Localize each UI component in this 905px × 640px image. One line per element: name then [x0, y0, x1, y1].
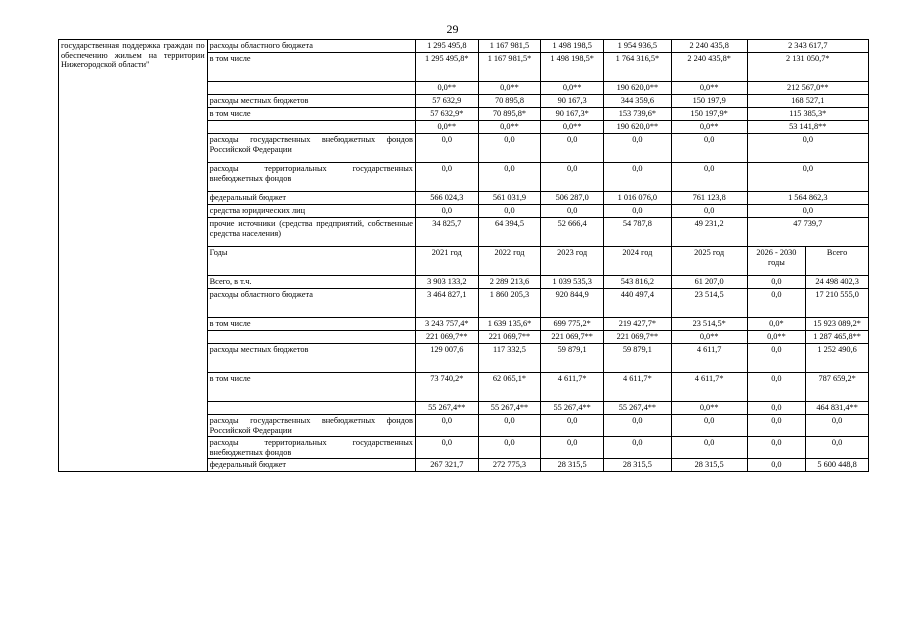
value-cell: 190 620,0** — [604, 121, 672, 134]
value-cell: 49 231,2 — [671, 218, 747, 247]
value-cell: 761 123,8 — [671, 192, 747, 205]
value-cell: 59 879,1 — [541, 344, 604, 373]
value-cell: 117 332,5 — [478, 344, 541, 373]
value-cell: 190 620,0** — [604, 82, 672, 95]
value-cell: 0,0 — [747, 134, 868, 163]
value-cell: 0,0** — [671, 331, 747, 344]
value-cell: 1 764 316,5* — [604, 53, 672, 82]
value-cell: 344 359,6 — [604, 95, 672, 108]
row-label: расходы областного бюджета — [207, 289, 415, 318]
value-cell: 3 243 757,4* — [415, 318, 478, 331]
year-header-cell: 2024 год — [604, 247, 672, 276]
value-cell: 129 007,6 — [415, 344, 478, 373]
value-cell: 53 141,8** — [747, 121, 868, 134]
value-cell: 1 564 862,3 — [747, 192, 868, 205]
value-cell: 0,0 — [604, 134, 672, 163]
row-label: средства юридических лиц — [207, 205, 415, 218]
row-label: расходы местных бюджетов — [207, 95, 415, 108]
value-cell: 64 394,5 — [478, 218, 541, 247]
value-cell: 920 844,9 — [541, 289, 604, 318]
value-cell: 3 464 827,1 — [415, 289, 478, 318]
value-cell: 0,0 — [604, 205, 672, 218]
value-cell: 787 659,2* — [806, 373, 869, 402]
value-cell: 0,0 — [478, 163, 541, 192]
page-number: 29 — [446, 22, 459, 36]
value-cell: 0,0 — [478, 205, 541, 218]
value-cell: 0,0 — [806, 415, 869, 437]
row-label: в том числе — [207, 108, 415, 121]
value-cell: 2 289 213,6 — [478, 276, 541, 289]
value-cell: 1 039 535,3 — [541, 276, 604, 289]
row-label: федеральный бюджет — [207, 459, 415, 472]
value-cell: 55 267,4** — [604, 402, 672, 415]
value-cell: 0,0** — [671, 121, 747, 134]
value-cell: 0,0 — [747, 289, 806, 318]
value-cell: 0,0 — [478, 134, 541, 163]
value-cell: 0,0 — [671, 437, 747, 459]
value-cell: 0,0 — [747, 276, 806, 289]
value-cell: 28 315,5 — [604, 459, 672, 472]
value-cell: 3 903 133,2 — [415, 276, 478, 289]
value-cell: 61 207,0 — [671, 276, 747, 289]
value-cell: 219 427,7* — [604, 318, 672, 331]
value-cell: 0,0 — [415, 163, 478, 192]
value-cell: 62 065,1* — [478, 373, 541, 402]
value-cell: 2 240 435,8 — [671, 40, 747, 53]
value-cell: 90 167,3 — [541, 95, 604, 108]
value-cell: 0,0** — [747, 331, 806, 344]
value-cell: 0,0 — [415, 415, 478, 437]
year-header-cell: 2026 - 2030 годы — [747, 247, 806, 276]
value-cell: 0,0 — [541, 415, 604, 437]
row-label: расходы государственных внебюджетных фондов Российской Федерации — [207, 134, 415, 163]
row-label — [207, 331, 415, 344]
program-name-cell: государственная поддержка граждан по обеспечению жильем на территории Нижегородской области" — [59, 40, 208, 472]
year-header-cell: 2021 год — [415, 247, 478, 276]
row-label — [207, 82, 415, 95]
value-cell: 0,0** — [671, 402, 747, 415]
row-label: расходы территориальных государственных внебюджетных фондов — [207, 163, 415, 192]
value-cell: 0,0 — [747, 459, 806, 472]
value-cell: 24 498 402,3 — [806, 276, 869, 289]
value-cell: 168 527,1 — [747, 95, 868, 108]
row-label: расходы областного бюджета — [207, 40, 415, 53]
value-cell: 0,0** — [478, 82, 541, 95]
row-label: прочие источники (средства предприятий, собственные средства населения) — [207, 218, 415, 247]
value-cell: 0,0 — [541, 205, 604, 218]
value-cell: 0,0 — [415, 437, 478, 459]
value-cell: 4 611,7 — [671, 344, 747, 373]
value-cell: 221 069,7** — [541, 331, 604, 344]
row-label: в том числе — [207, 53, 415, 82]
value-cell: 1 167 981,5 — [478, 40, 541, 53]
value-cell: 1 252 490,6 — [806, 344, 869, 373]
value-cell: 0,0 — [541, 163, 604, 192]
value-cell: 1 016 076,0 — [604, 192, 672, 205]
value-cell: 23 514,5* — [671, 318, 747, 331]
value-cell: 2 343 617,7 — [747, 40, 868, 53]
value-cell: 1 498 198,5 — [541, 40, 604, 53]
value-cell: 55 267,4** — [478, 402, 541, 415]
value-cell: 150 197,9* — [671, 108, 747, 121]
value-cell: 54 787,8 — [604, 218, 672, 247]
value-cell: 0,0 — [541, 134, 604, 163]
value-cell: 0,0** — [541, 121, 604, 134]
value-cell: 57 632,9* — [415, 108, 478, 121]
value-cell: 0,0* — [747, 318, 806, 331]
value-cell: 153 739,6* — [604, 108, 672, 121]
value-cell: 699 775,2* — [541, 318, 604, 331]
value-cell: 267 321,7 — [415, 459, 478, 472]
value-cell: 0,0 — [478, 415, 541, 437]
value-cell: 221 069,7** — [478, 331, 541, 344]
row-label: федеральный бюджет — [207, 192, 415, 205]
row-label: Всего, в т.ч. — [207, 276, 415, 289]
value-cell: 59 879,1 — [604, 344, 672, 373]
row-label: в том числе — [207, 373, 415, 402]
value-cell: 566 024,3 — [415, 192, 478, 205]
value-cell: 221 069,7** — [604, 331, 672, 344]
value-cell: 0,0 — [671, 205, 747, 218]
row-label: расходы территориальных государственных внебюджетных фондов — [207, 437, 415, 459]
value-cell: 28 315,5 — [541, 459, 604, 472]
value-cell: 0,0 — [747, 402, 806, 415]
value-cell: 1 295 495,8 — [415, 40, 478, 53]
value-cell: 47 739,7 — [747, 218, 868, 247]
value-cell: 0,0 — [747, 437, 806, 459]
value-cell: 0,0 — [671, 415, 747, 437]
value-cell: 1 860 205,3 — [478, 289, 541, 318]
value-cell: 440 497,4 — [604, 289, 672, 318]
value-cell: 17 210 555,0 — [806, 289, 869, 318]
value-cell: 0,0 — [604, 437, 672, 459]
row-label: расходы государственных внебюджетных фондов Российской Федерации — [207, 415, 415, 437]
value-cell: 115 385,3* — [747, 108, 868, 121]
value-cell: 15 923 089,2* — [806, 318, 869, 331]
year-header-cell: 2025 год — [671, 247, 747, 276]
value-cell: 4 611,7* — [604, 373, 672, 402]
value-cell: 70 895,8 — [478, 95, 541, 108]
value-cell: 0,0** — [478, 121, 541, 134]
year-header-cell: 2022 год — [478, 247, 541, 276]
row-label — [207, 121, 415, 134]
value-cell: 55 267,4** — [415, 402, 478, 415]
value-cell: 0,0 — [671, 134, 747, 163]
value-cell: 1 498 198,5* — [541, 53, 604, 82]
value-cell: 1 287 465,8** — [806, 331, 869, 344]
value-cell: 221 069,7** — [415, 331, 478, 344]
value-cell: 1 167 981,5* — [478, 53, 541, 82]
value-cell: 0,0 — [415, 134, 478, 163]
value-cell: 1 954 936,5 — [604, 40, 672, 53]
value-cell: 0,0 — [604, 163, 672, 192]
value-cell: 561 031,9 — [478, 192, 541, 205]
value-cell: 506 287,0 — [541, 192, 604, 205]
value-cell: 90 167,3* — [541, 108, 604, 121]
value-cell: 0,0 — [671, 163, 747, 192]
value-cell: 28 315,5 — [671, 459, 747, 472]
year-header-cell: Всего — [806, 247, 869, 276]
value-cell: 543 816,2 — [604, 276, 672, 289]
value-cell: 70 895,8* — [478, 108, 541, 121]
value-cell: 1 295 495,8* — [415, 53, 478, 82]
value-cell: 57 632,9 — [415, 95, 478, 108]
value-cell: 0,0** — [541, 82, 604, 95]
value-cell: 0,0 — [747, 205, 868, 218]
value-cell: 150 197,9 — [671, 95, 747, 108]
value-cell: 2 240 435,8* — [671, 53, 747, 82]
value-cell: 0,0 — [541, 437, 604, 459]
table-row — [59, 40, 869, 53]
value-cell: 0,0 — [747, 415, 806, 437]
value-cell: 73 740,2* — [415, 373, 478, 402]
value-cell: 2 131 050,7* — [747, 53, 868, 82]
budget-table — [58, 39, 869, 472]
value-cell: 0,0** — [415, 121, 478, 134]
value-cell: 0,0 — [478, 437, 541, 459]
value-cell: 55 267,4** — [541, 402, 604, 415]
value-cell: 272 775,3 — [478, 459, 541, 472]
value-cell: 52 666,4 — [541, 218, 604, 247]
year-header-cell: 2023 год — [541, 247, 604, 276]
value-cell: 0,0** — [671, 82, 747, 95]
value-cell: 4 611,7* — [671, 373, 747, 402]
value-cell: 464 831,4** — [806, 402, 869, 415]
value-cell: 0,0 — [415, 205, 478, 218]
row-label: расходы местных бюджетов — [207, 344, 415, 373]
value-cell: 4 611,7* — [541, 373, 604, 402]
value-cell: 212 567,0** — [747, 82, 868, 95]
value-cell: 1 639 135,6* — [478, 318, 541, 331]
value-cell: 23 514,5 — [671, 289, 747, 318]
value-cell: 0,0 — [747, 163, 868, 192]
value-cell: 0,0 — [604, 415, 672, 437]
value-cell: 34 825,7 — [415, 218, 478, 247]
value-cell: 0,0 — [747, 344, 806, 373]
value-cell: 0,0 — [747, 373, 806, 402]
value-cell: 5 600 448,8 — [806, 459, 869, 472]
years-label: Годы — [207, 247, 415, 276]
value-cell: 0,0** — [415, 82, 478, 95]
value-cell: 0,0 — [806, 437, 869, 459]
row-label: в том числе — [207, 318, 415, 331]
row-label — [207, 402, 415, 415]
